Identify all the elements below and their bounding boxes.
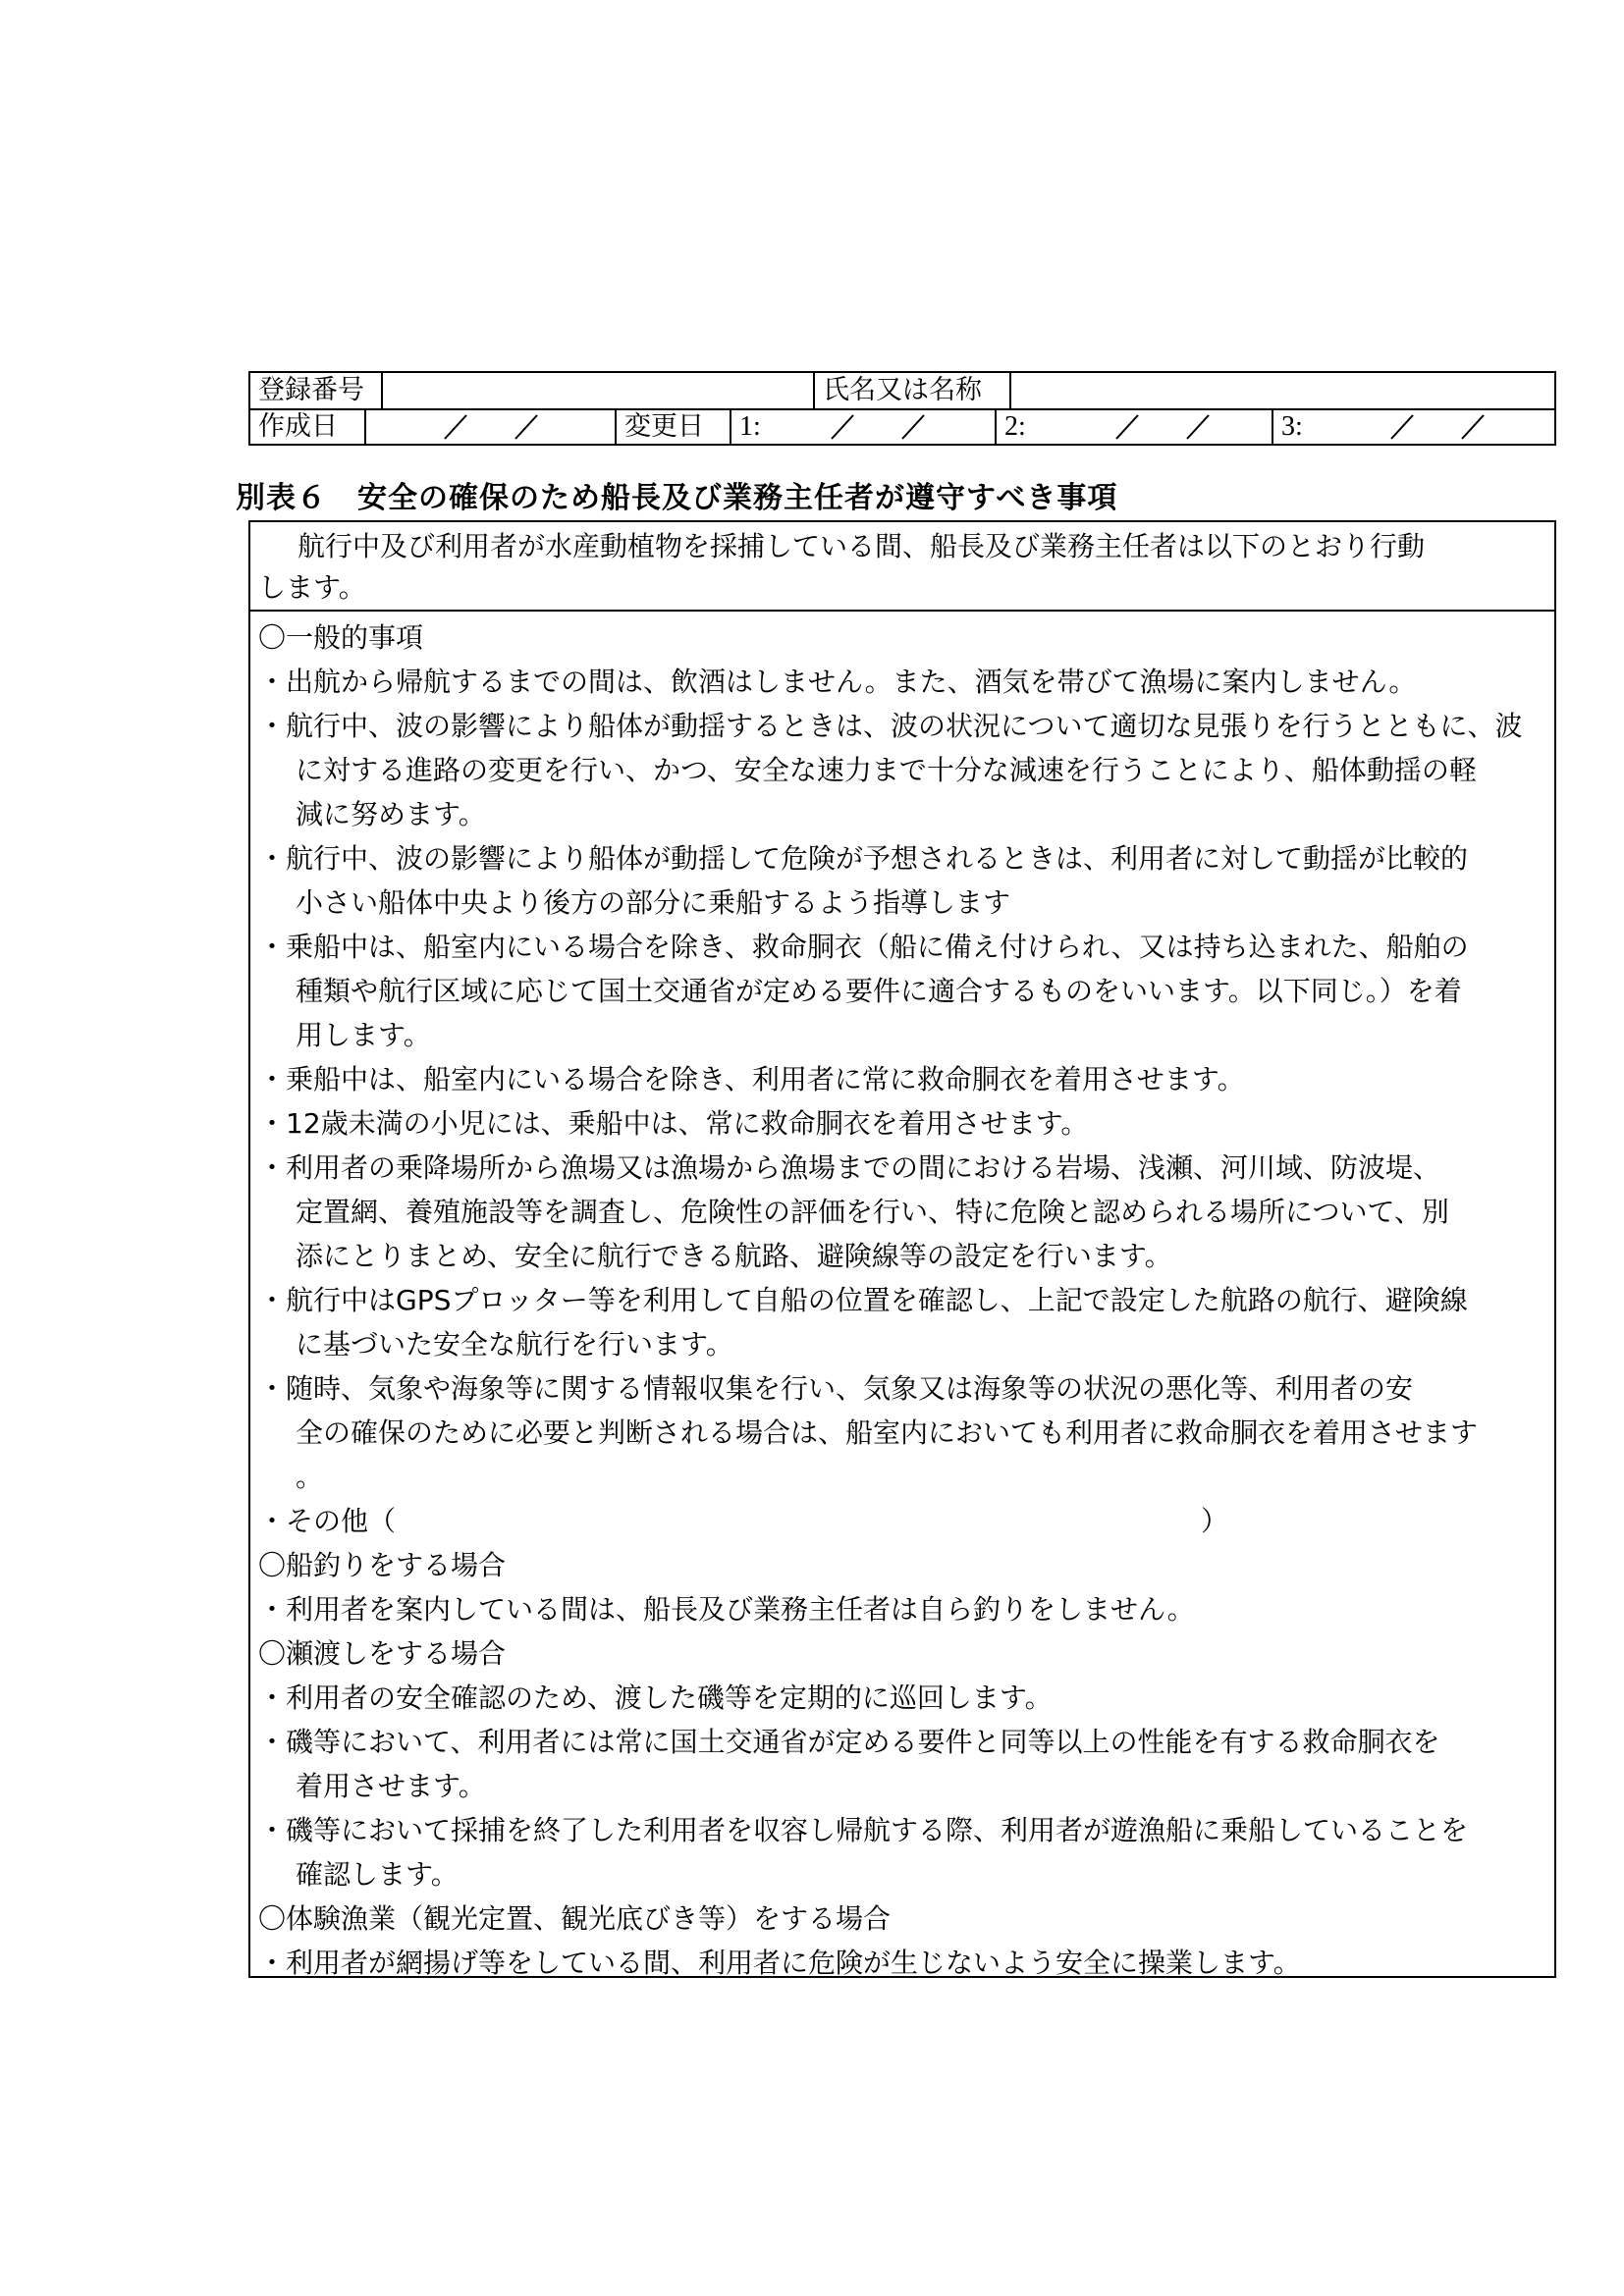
date-separator-slash: [514, 413, 539, 441]
rule-line: 小さい船体中央より後方の部分に乗船するよう指導します: [296, 886, 1011, 919]
reg-no-value[interactable]: [383, 373, 815, 408]
changed-label: 変更日: [617, 409, 731, 445]
change-date-2[interactable]: [997, 409, 1273, 445]
activity-rules: [258, 1543, 1546, 1985]
rule-line: 着用させます。: [296, 1770, 486, 1802]
rule-line: 用します。: [296, 1019, 431, 1051]
other-label: ・その他（: [258, 1505, 397, 1537]
rule-line: ・利用者を案内している間は、船長及び業務主任者は自ら釣りをしません。: [258, 1593, 1195, 1626]
date-separator-slash: [1389, 413, 1415, 441]
intro-text-1: 航行中及び利用者が水産動植物を採捕している間、船長及び業務主任者は以下のとおり行動: [298, 530, 1426, 562]
intro-line-1: [258, 526, 1546, 567]
change-1-label: 1:: [739, 411, 761, 442]
rule-line: 添にとりまとめ、安全に航行できる航路、避険線等の設定を行います。: [296, 1240, 1172, 1272]
rule-line: ・利用者の乗降場所から漁場又は漁場から漁場までの間における岩場、浅瀬、河川域、防波堤、: [258, 1151, 1441, 1184]
header-row-registration: [250, 373, 1554, 410]
section-heading: 別表６ 安全の確保のため船長及び業務主任者が遵守すべき事項: [236, 481, 1118, 515]
rule-line: ・航行中、波の影響により船体が動揺するときは、波の状況について適切な見張りを行うとともに、波: [258, 710, 1523, 742]
rule-line: ・利用者の安全確認のため、渡した磯等を定期的に巡回します。: [258, 1682, 1053, 1714]
rule-line: ・利用者が網揚げ等をしている間、利用者に危険が生じないよう安全に操業します。: [258, 1947, 1301, 1979]
rule-line: 〇体験漁業（観光定置、観光底びき等）をする場合: [258, 1902, 892, 1935]
date-separator-slash: [443, 413, 468, 441]
rules-list: [250, 615, 1554, 1985]
rule-line: に基づいた安全な航行を行います。: [296, 1328, 733, 1361]
rule-line: ・航行中、波の影響により船体が動揺して危険が予想されるときは、利用者に対して動揺が比較的: [258, 842, 1469, 875]
header-table: [248, 371, 1556, 446]
date-separator-slash: [1460, 413, 1486, 441]
rule-line: 種類や航行区域に応じて国土交通省が定める要件に適合するものをいいます。以下同じ。）を着: [296, 975, 1462, 1007]
rule-line: 〇一般的事項: [258, 621, 424, 654]
rule-line: 全の確保のために必要と判断される場合は、船室内においても利用者に救命胴衣を着用させます: [296, 1416, 1479, 1449]
rule-line: ・乗船中は、船室内にいる場合を除き、利用者に常に救命胴衣を着用させます。: [258, 1063, 1245, 1095]
date-separator-slash: [1185, 413, 1211, 441]
date-separator-slash: [1114, 413, 1140, 441]
intro-paragraph: [250, 522, 1554, 612]
intro-line-2: します。: [258, 571, 366, 604]
name-label: 氏名又は名称: [815, 373, 1011, 408]
rule-line: ・磯等において、利用者には常に国土交通省が定める要件と同等以上の性能を有する救命胴衣を: [258, 1726, 1440, 1758]
rule-line: 〇船釣りをする場合: [258, 1549, 507, 1581]
rule-line: ・航行中はGPSプロッター等を利用して自船の位置を確認し、上記で設定した航路の航行、避険線: [258, 1284, 1468, 1316]
date-separator-slash: [900, 413, 926, 441]
other-close: ）: [1201, 1505, 1229, 1537]
rule-line: ・随時、気象や海象等に関する情報収集を行い、気象又は海象等の状況の悪化等、利用者の安: [258, 1372, 1414, 1405]
rule-line: に対する進路の変更を行い、かつ、安全な速力まで十分な減速を行うことにより、船体動揺の軽: [296, 754, 1477, 786]
rule-line: ・磯等において採捕を終了した利用者を収容し帰航する際、利用者が遊漁船に乗船していることを: [258, 1814, 1469, 1846]
created-date-field[interactable]: [366, 409, 617, 445]
rule-line: ・乗船中は、船室内にいる場合を除き、救命胴衣（船に備え付けられ、又は持ち込まれた、船舶の: [258, 931, 1469, 963]
rule-line: 定置網、養殖施設等を調査し、危険性の評価を行い、特に危険と認められる場所について、別: [296, 1196, 1449, 1228]
change-3-label: 3:: [1281, 411, 1303, 442]
rule-line: 確認します。: [296, 1858, 459, 1891]
change-2-label: 2:: [1004, 411, 1026, 442]
date-separator-slash: [830, 413, 855, 441]
change-date-1[interactable]: [731, 409, 997, 445]
rule-line: 〇瀬渡しをする場合: [258, 1637, 507, 1670]
general-rules: [258, 615, 1546, 1499]
other-line: [258, 1499, 1546, 1543]
rule-line: ・出航から帰航するまでの間は、飲酒はしません。また、酒気を帯びて漁場に案内しません。: [258, 666, 1417, 698]
change-date-3[interactable]: [1273, 409, 1554, 445]
rule-line: 減に努めます。: [296, 798, 486, 830]
header-row-dates: [250, 409, 1554, 445]
rules-box: [248, 520, 1556, 1978]
name-value[interactable]: [1011, 373, 1554, 408]
rule-line: ・12歳未満の小児には、乗船中は、常に救命胴衣を着用させます。: [258, 1107, 1089, 1140]
reg-no-label: 登録番号: [250, 373, 383, 408]
created-label: 作成日: [250, 409, 366, 445]
rule-line: 。: [296, 1461, 324, 1493]
